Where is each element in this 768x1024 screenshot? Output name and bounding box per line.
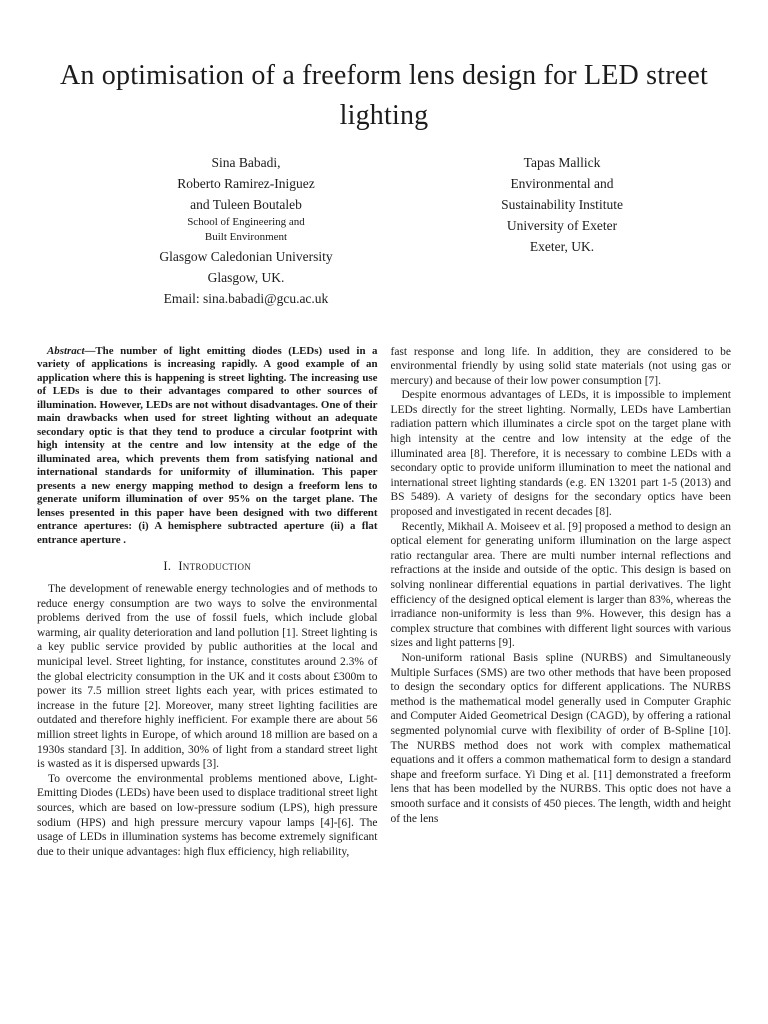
body-columns bbox=[0, 345, 768, 860]
author-location: Exeter, UK. bbox=[529, 238, 595, 254]
intro-paragraph-1: The development of renewable energy technologies and of methods to reduce energy consumption are two ways to solve the environmental problems derived from the use of fossil fuels, which include global warming, air quality deterioration and land pollution [1]. Street lighting is a key public service provided by public authorities at the local and municipal level. Street lighting, for instance, constitutes around 2.3% of the global electricity consumption in the UK and it costs about £300m to power its 7.5 million street lights each year, with prices estimated to increase in the future [2]. Moreover, many street lighting facilities are outdated and therefore highly inefficient. For example there are about 56 million street lights in Europe, of which around 18 million are based on a 1930s standard [3]. In addition, 30% of light from a standard street light is wasted as it is dispersed upwards [3]. bbox=[37, 583, 378, 771]
author-department: Built Environment bbox=[204, 231, 288, 243]
left-column bbox=[37, 345, 378, 860]
author-organization: Glasgow Caledonian University bbox=[159, 248, 333, 264]
section-heading-introduction bbox=[37, 559, 378, 574]
intro-paragraph-5: Non-uniform rational Basis spline (NURBS) and Simultaneously Multiple Surfaces (SMS) are two other methods that have been proposed to design the secondary optics for different applications. The NURBS method is the mathematical model generally used in Computer Graphic and Computer Aided Geometrical Design (CAGD), by offering a rational segmented polynomial curve with flexibility of order of B-Spline [10]. The NURBS method does not work with complex mathematical equations and it offers a common mathematical form to design a standard shape and freeform surface. Yi Ding et al. [11] demonstrated a freeform lens that has been modelled by the NURBS. This optic does not have a smooth surface and it consists of 450 pieces. The length, width and height of the lens bbox=[390, 651, 731, 825]
author-email: Email: sina.babadi@gcu.ac.uk bbox=[163, 290, 329, 306]
intro-paragraph-2: To overcome the environmental problems mentioned above, Light-Emitting Diodes (LEDs) have been used to displace traditional street light sources, which are based on low-pressure sodium (LPS), high pressure sodium (HPS) and high pressure mercury vapour lamps [4]-[6]. The usage of LEDs in illumination systems has become extremely significant due to their unique advantages: high flux efficiency, high reliability, bbox=[37, 772, 378, 858]
author-organization: Sustainability Institute bbox=[501, 196, 623, 212]
author-name: and Tuleen Boutaleb bbox=[190, 196, 302, 212]
abstract-label: Abstract bbox=[47, 344, 85, 357]
authors-row bbox=[0, 152, 768, 309]
author-organization: University of Exeter bbox=[506, 217, 618, 233]
intro-paragraph-2-continued: fast response and long life. In addition, they are considered to be environmental friendly by using solid state materials (not using gas or mercury) and because of their low power consumption [7]. bbox=[390, 345, 731, 387]
author-name: Tapas Mallick bbox=[523, 154, 601, 170]
section-number: I. bbox=[163, 559, 172, 573]
author-department: School of Engineering and bbox=[187, 215, 305, 228]
right-column bbox=[391, 345, 732, 860]
author-name: Sina Babadi, bbox=[211, 154, 281, 170]
intro-paragraph-3: Despite enormous advantages of LEDs, it is impossible to implement LEDs directly for the street lighting. Normally, LEDs have Lambertian radiation pattern which illuminates a circle spot on the target plane with high intensity at the centre and low intensity at the edge of the illuminated area [8]. Therefore, it is necessary to combine LEDs with a secondary optic to provide uniform illumination to meet the national and international street lighting standards (e.g. EN 13201 part 1-5 (2013) and BS 5489). A variety of designs for the secondary optics have been proposed and investigated in recent decades [8]. bbox=[390, 389, 731, 519]
author-block-left bbox=[81, 152, 411, 309]
author-location: Glasgow, UK. bbox=[207, 269, 285, 285]
author-block-right bbox=[437, 152, 687, 309]
paper-title: An optimisation of a freeform lens design for LED street lighting bbox=[59, 60, 709, 131]
abstract-paragraph bbox=[37, 345, 378, 548]
abstract-text: —The number of light emitting diodes (LEDs) used in a variety of applications is increasing rapidly. A good example of an application where this is happening is street lighting. The increasing use of LEDs is due to their advantages compared to other sources of illumination. However, LEDs are not without disadvantages. One of their main drawbacks when used for street lighting without an adequate secondary optic is that they tend to produce a circular footprint with high intensity at the centre and low intensity at the edge of the illuminated area, which prevents them from satisfying national and international standards for uniformity of illumination. This paper presents a new energy mapping method to design a freeform lens to generate uniform illumination of over 95% on the target plane. The lenses presented in this paper have been designed with two different entrance apertures: (i) A hemisphere subtracted aperture (ii) a flat entrance aperture . bbox=[37, 344, 378, 546]
author-organization: Environmental and bbox=[510, 175, 614, 191]
section-title: Introduction bbox=[178, 559, 252, 573]
author-name: Roberto Ramirez-Iniguez bbox=[177, 175, 315, 191]
intro-paragraph-4: Recently, Mikhail A. Moiseev et al. [9] proposed a method to design an optical element for generating uniform illumination on the large aspect ratio rectangular area. There are multi number internal reflections and refractions at the inside and outside of the optic. This design is based on solving nonlinear differential equations in partial derivatives. The light efficiency of the designed optical element is larger than 83%, whereas the irradiance non-uniformity is less than 9%. However, this design has a complex structure that combines with different light sources with various sizes and light patterns [9]. bbox=[390, 520, 731, 650]
